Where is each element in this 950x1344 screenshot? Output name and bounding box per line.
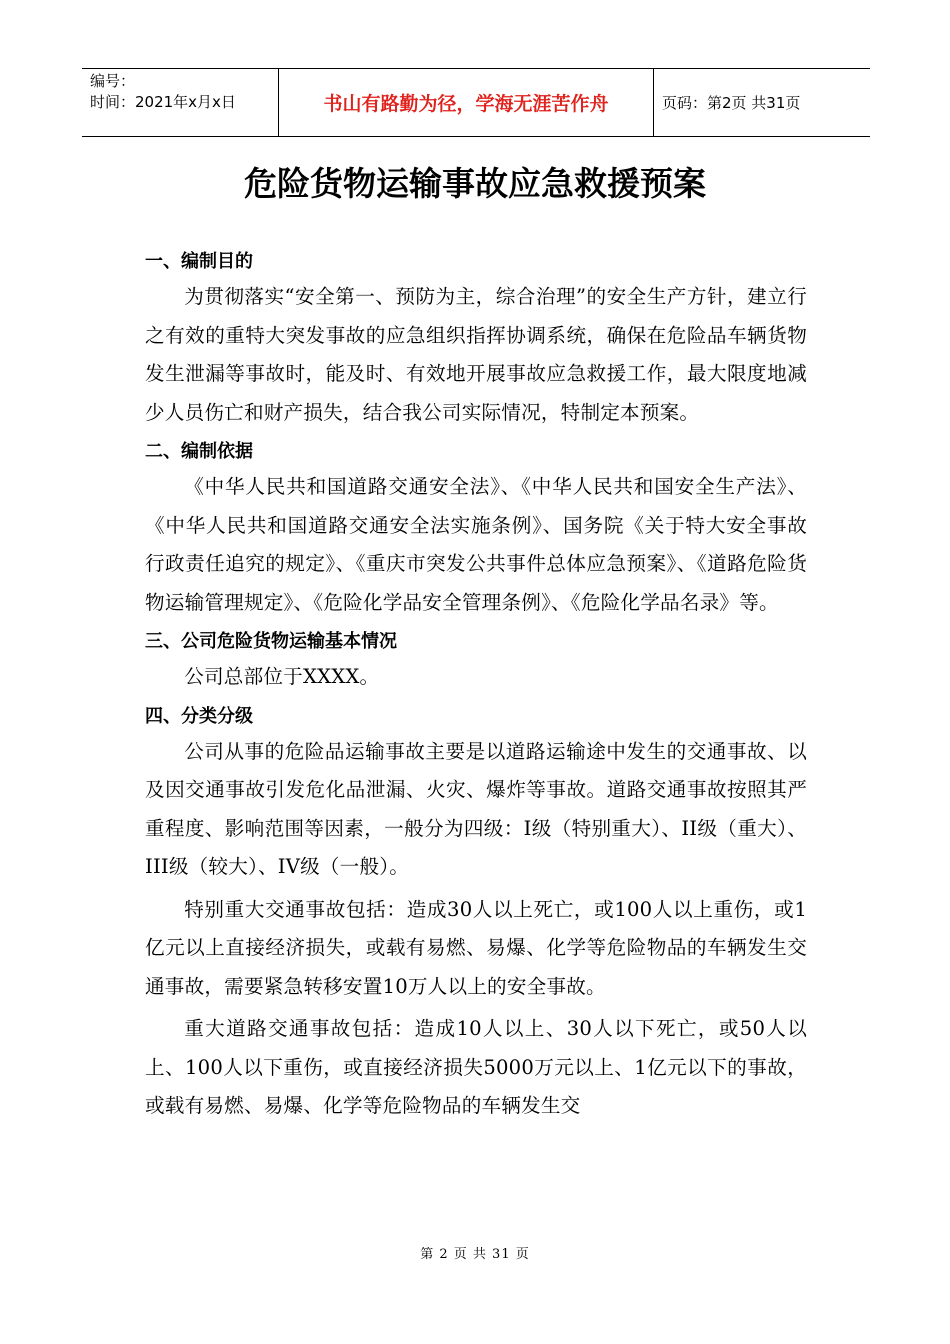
section-heading-basis: 二、编制依据 (145, 441, 253, 462)
document-body (145, 246, 807, 1130)
section-heading-purpose: 一、编制目的 (145, 251, 253, 272)
section-heading-company-info: 三、公司危险货物运输基本情况 (145, 631, 397, 652)
document-title: 危险货物运输事故应急救援预案 (244, 164, 706, 203)
section-paragraph: 为贯彻落实“安全第一、预防为主，综合治理”的安全生产方针，建立行之有效的重特大突发事故的应急组织指挥协调系统，确保在危险品车辆货物发生泄漏等事故时，能及时、有效地开展事故应急救援工作，最大限度地减少人员伤亡和财产损失，结合我公司实际情况，特制定本预案。 (145, 285, 807, 424)
header-table (82, 68, 870, 137)
section-paragraph: 公司总部位于XXXX。 (184, 665, 380, 688)
document-time-label: 时间：2021年x月x日 (90, 93, 236, 111)
section-heading-classification: 四、分类分级 (145, 705, 253, 727)
page-footer: 第 2 页 共 31 页 (420, 1247, 530, 1262)
section-paragraph: 公司从事的危险品运输事故主要是以道路运输途中发生的交通事故、以及因交通事故引发危化品泄漏、火灾、爆炸等事故。道路交通事故按照其严重程度、影响范围等因素，一般分为四级：I级（特别重大）、II级（重大）、III级（较大）、IV级（一般）。 (145, 739, 807, 878)
section-paragraph: 特别重大交通事故包括：造成30人以上死亡，或100人以上重伤，或1亿元以上直接经济损失，或载有易燃、易爆、化学等危险物品的车辆发生交通事故，需要紧急转移安置10万人以上的安全事故。 (145, 897, 807, 998)
section-paragraph: 《中华人民共和国道路交通安全法》、《中华人民共和国安全生产法》、《中华人民共和国道路交通安全法实施条例》、国务院《关于特大安全事故行政责任追究的规定》、《重庆市突发公共事件总体应急预案》、《道路危险货物运输管理规定》、《危险化学品安全管理条例》、《危险化学品名录》等。 (145, 475, 807, 614)
section-paragraph: 重大道路交通事故包括：造成10人以上、30人以下死亡，或50人以上、100人以下重伤，或直接经济损失5000万元以上、1亿元以下的事故，或载有易燃、易爆、化学等危险物品的车辆发生交 (145, 1017, 807, 1117)
header-page-info: 页码：第2页 共31页 (662, 94, 801, 112)
header-left-cell (82, 69, 279, 136)
header-motto: 书山有路勤为径，学海无涯苦作舟 (279, 69, 654, 136)
document-number-label: 编号： (90, 72, 136, 90)
